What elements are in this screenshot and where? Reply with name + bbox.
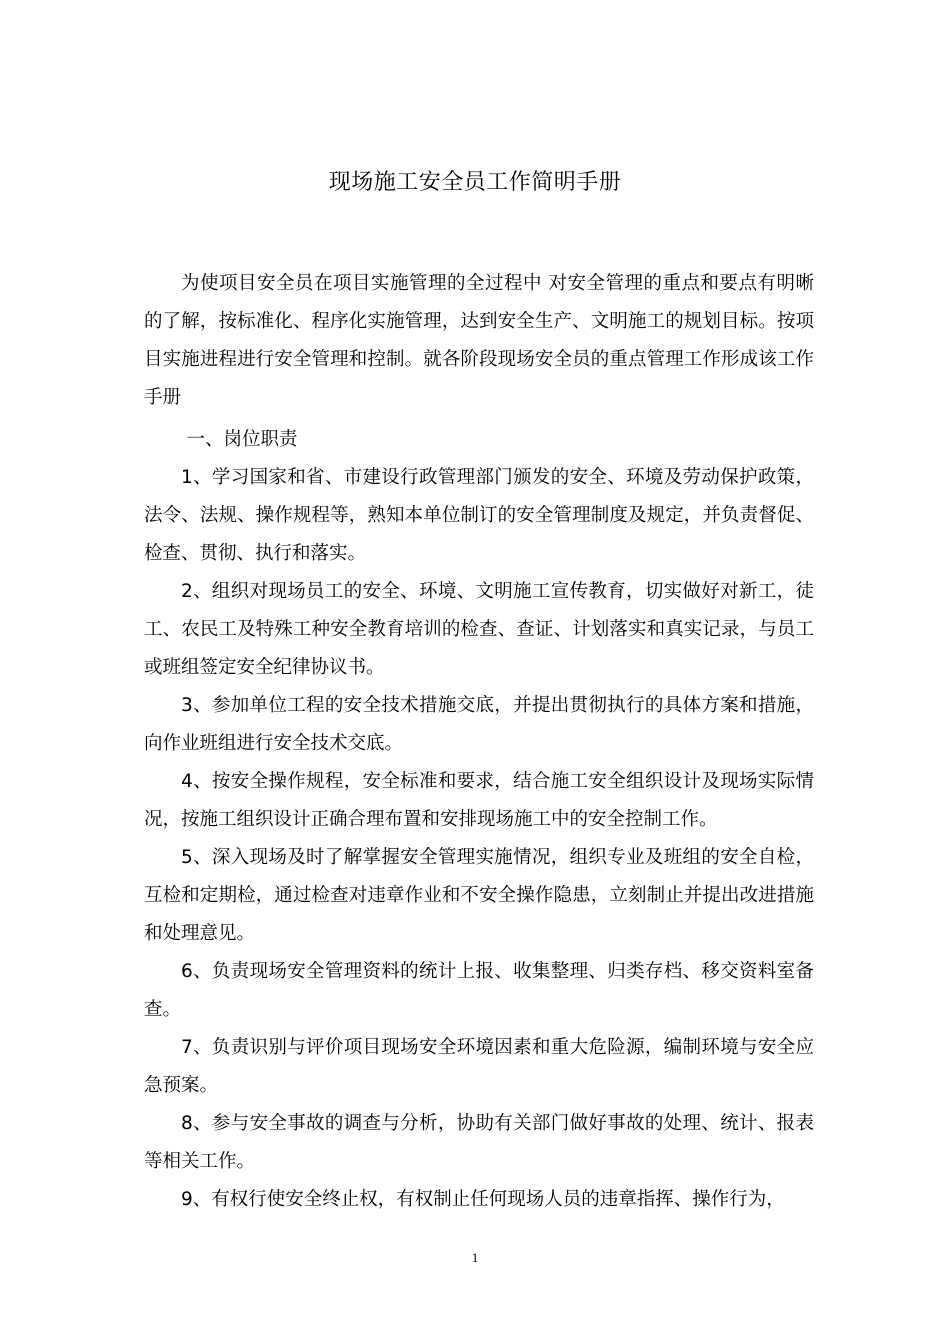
list-item-1: 1、学习国家和省、市建设行政管理部门颁发的安全、环境及劳动保护政策，法令、法规、操作规程等，熟知本单位制订的安全管理制度及规定，并负责督促、检查、贯彻、执行和落实。 bbox=[144, 467, 814, 564]
page-number: 1 bbox=[471, 1250, 479, 1265]
intro-paragraph: 为使项目安全员在项目实施管理的全过程中 对安全管理的重点和要点有明晰的了解，按标准化、程序化实施管理，达到安全生产、文明施工的规划目标。按项目实施进程进行安全管理和控制。就各阶段现场安全员的重点管理工作形成该工作手册 bbox=[144, 273, 814, 408]
document-body bbox=[144, 265, 814, 1219]
list-item-5: 5、深入现场及时了解掌握安全管理实施情况，组织专业及班组的安全自检，互检和定期检，通过检查对违章作业和不安全操作隐患，立刻制止并提出改进措施和处理意见。 bbox=[144, 847, 814, 944]
list-item-4: 4、按安全操作规程，安全标准和要求，结合施工安全组织设计及现场实际情况，按施工组织设计正确合理布置和安排现场施工中的安全控制工作。 bbox=[144, 771, 814, 830]
list-item-2: 2、组织对现场员工的安全、环境、文明施工宣传教育，切实做好对新工，徒工、农民工及特殊工种安全教育培训的检查、查证、计划落实和真实记录，与员工或班组签定安全纪律协议书。 bbox=[144, 581, 814, 678]
list-item-3: 3、参加单位工程的安全技术措施交底，并提出贯彻执行的具体方案和措施，向作业班组进行安全技术交底。 bbox=[144, 695, 814, 754]
list-item-6: 6、负责现场安全管理资料的统计上报、收集整理、归类存档、移交资料室备查。 bbox=[144, 961, 814, 1020]
list-item-7: 7、负责识别与评价项目现场安全环境因素和重大危险源，编制环境与安全应急预案。 bbox=[144, 1037, 814, 1096]
list-item-8: 8、参与安全事故的调查与分析，协助有关部门做好事故的处理、统计、报表等相关工作。 bbox=[144, 1113, 814, 1172]
list-item-9: 9、有权行使安全终止权，有权制止任何现场人员的违章指挥、操作行为， bbox=[181, 1189, 785, 1210]
document-title: 现场施工安全员工作简明手册 bbox=[328, 170, 622, 195]
section-heading: 一、岗位职责 bbox=[186, 429, 298, 450]
